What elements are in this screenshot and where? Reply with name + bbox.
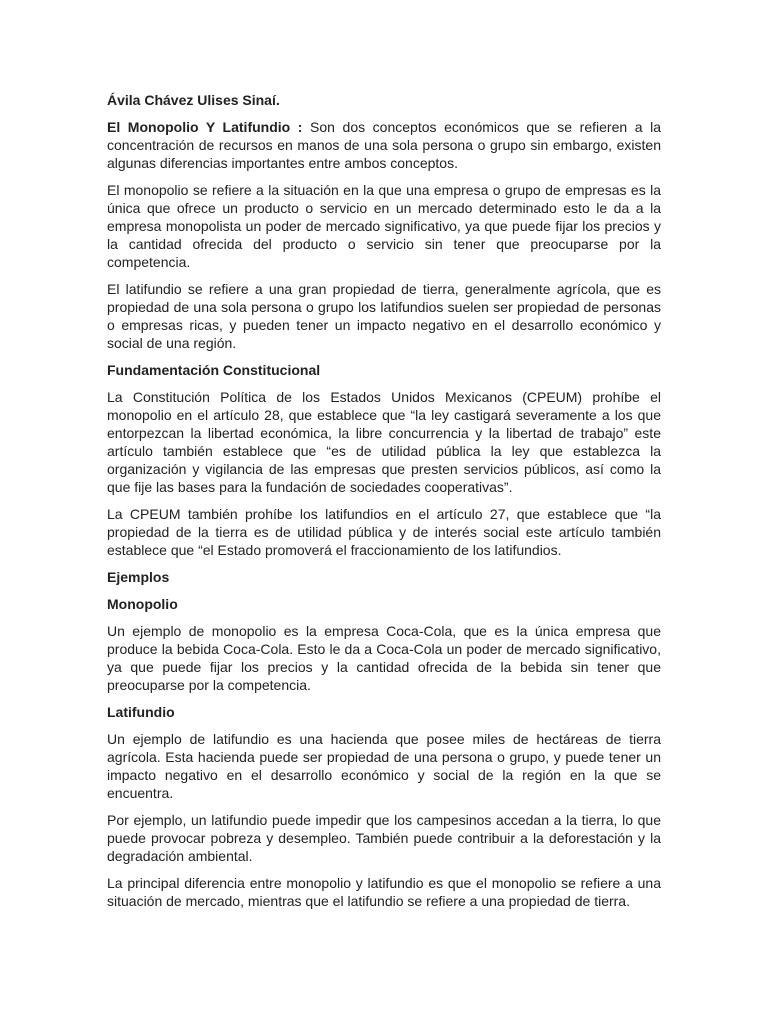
- author-name: Ávila Chávez Ulises Sinaí.: [107, 92, 280, 108]
- latifundio-example-1: Un ejemplo de latifundio es una hacienda que posee miles de hectáreas de tierra agrícola. Esta hacienda puede ser propiedad de una persona o grupo, y puede tener un impacto negativo en el desarrollo económico y social de la región en la que se encuentra.: [107, 731, 661, 801]
- latifundio-example-2: Por ejemplo, un latifundio puede impedir que los campesinos accedan a la tierra, lo que puede provocar pobreza y desempleo. También puede contribuir a la deforestación y la degradación ambiental.: [107, 812, 661, 864]
- heading-latifundio: Latifundio: [107, 704, 175, 720]
- constitucional-paragraph-2: La CPEUM también prohíbe los latifundios en el artículo 27, que establece que “la propiedad de la tierra es de utilidad pública y de interés social este artículo también establece que “el Estado promoverá el fraccionamiento de los latifundios.: [107, 506, 661, 558]
- heading-fundamentacion: Fundamentación Constitucional: [107, 362, 321, 378]
- heading-monopolio: Monopolio: [107, 596, 178, 612]
- intro-lead: El Monopolio Y Latifundio :: [107, 119, 303, 135]
- intro-paragraph: [107, 118, 661, 172]
- constitucional-paragraph-1: La Constitución Política de los Estados Unidos Mexicanos (CPEUM) prohíbe el monopolio en el artículo 28, que establece que “la ley castigará severamente a los que entorpezcan la libertad económica, la libre concurrencia y la libertad de trabajo” este artículo también establece que “es de utilidad pública la ley que establezca la organización y vigilancia de las empresas que presten servicios públicos, así como la que fije las bases para la fundación de sociedades cooperativas”.: [107, 389, 661, 495]
- document-page: [107, 91, 661, 919]
- latifundio-definition: El latifundio se refiere a una gran propiedad de tierra, generalmente agrícola, que es propiedad de una sola persona o grupo los latifundios suelen ser propiedad de personas o empresas ricas, y pueden tener un impacto negativo en el desarrollo económico y social de una región.: [107, 281, 661, 351]
- monopolio-definition: El monopolio se refiere a la situación en la que una empresa o grupo de empresas es la única que ofrece un producto o servicio en un mercado determinado esto le da a la empresa monopolista un poder de mercado significativo, ya que puede fijar los precios y la cantidad ofrecida del producto o servicio sin tener que preocuparse por la competencia.: [107, 182, 661, 270]
- monopolio-example: Un ejemplo de monopolio es la empresa Coca-Cola, que es la única empresa que produce la bebida Coca-Cola. Esto le da a Coca-Cola un poder de mercado significativo, ya que puede fijar los precios y la cantidad ofrecida de la bebida sin tener que preocuparse por la competencia.: [107, 623, 661, 693]
- conclusion-paragraph: La principal diferencia entre monopolio y latifundio es que el monopolio se refiere a una situación de mercado, mientras que el latifundio se refiere a una propiedad de tierra.: [107, 875, 661, 909]
- intro-text: Son dos conceptos económicos que se refieren a la concentración de recursos en manos de una sola persona o grupo sin embargo, existen algunas diferencias importantes entre ambos conceptos.: [107, 119, 661, 171]
- heading-ejemplos: Ejemplos: [107, 569, 170, 585]
